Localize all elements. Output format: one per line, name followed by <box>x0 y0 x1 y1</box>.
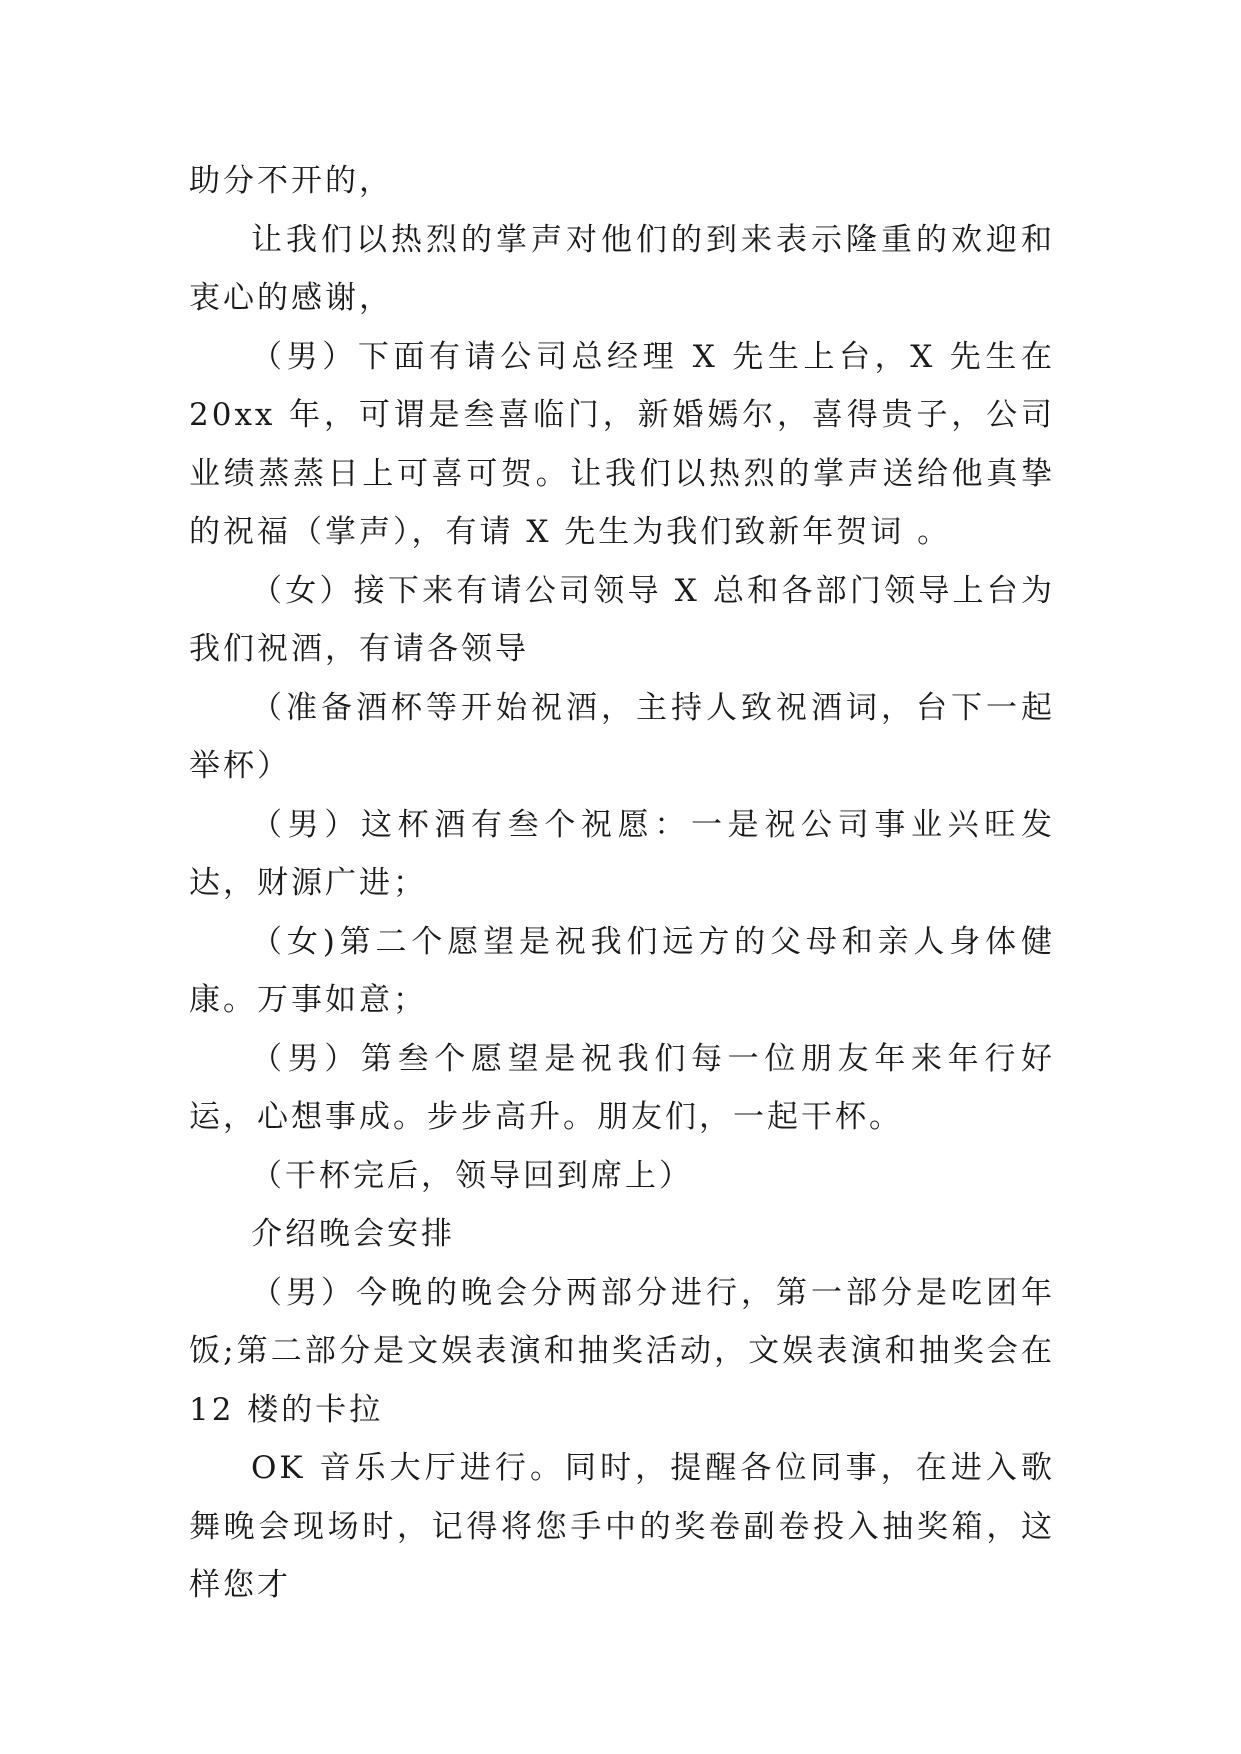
paragraph: （干杯完后，领导回到席上） <box>251 1157 693 1194</box>
paragraph: 介绍晚会安排 <box>251 1216 455 1252</box>
paragraph: （男）下面有请公司总经理 X 先生上台，X 先生在 20xx 年，可谓是叁喜临门，新婚嫣尔，喜得贵子，公司业绩蒸蒸日上可喜可贺。让我们以热烈的掌声送给他真挚的祝福（掌声），有请 X 先生为我们致新年贺词 。 <box>189 338 1055 550</box>
paragraph: （女）接下来有请公司领导 X 总和各部门领导上台为我们祝酒，有请各领导 <box>189 572 1055 667</box>
document-body <box>189 152 1055 1615</box>
paragraph: 助分不开的， <box>189 163 393 199</box>
paragraph: （男）今晚的晚会分两部分进行，第一部分是吃团年饭;第二部分是文娱表演和抽奖活动，文娱表演和抽奖会在 12 楼的卡拉 <box>189 1274 1055 1428</box>
paragraph: OK 音乐大厅进行。同时，提醒各位同事，在进入歌舞晚会现场时，记得将您手中的奖卷副卷投入抽奖箱，这样您才 <box>189 1450 1055 1603</box>
paragraph: （女)第二个愿望是祝我们远方的父母和亲人身体健康。万事如意； <box>189 923 1055 1018</box>
paragraph: 让我们以热烈的掌声对他们的到来表示隆重的欢迎和衷心的感谢， <box>189 221 1055 316</box>
paragraph: （男）第叁个愿望是祝我们每一位朋友年来年行好运，心想事成。步步高升。朋友们，一起干杯。 <box>189 1040 1055 1135</box>
paragraph: （准备酒杯等开始祝酒，主持人致祝酒词，台下一起举杯） <box>189 689 1055 784</box>
paragraph: （男）这杯酒有叁个祝愿：一是祝公司事业兴旺发达，财源广进； <box>189 806 1055 901</box>
